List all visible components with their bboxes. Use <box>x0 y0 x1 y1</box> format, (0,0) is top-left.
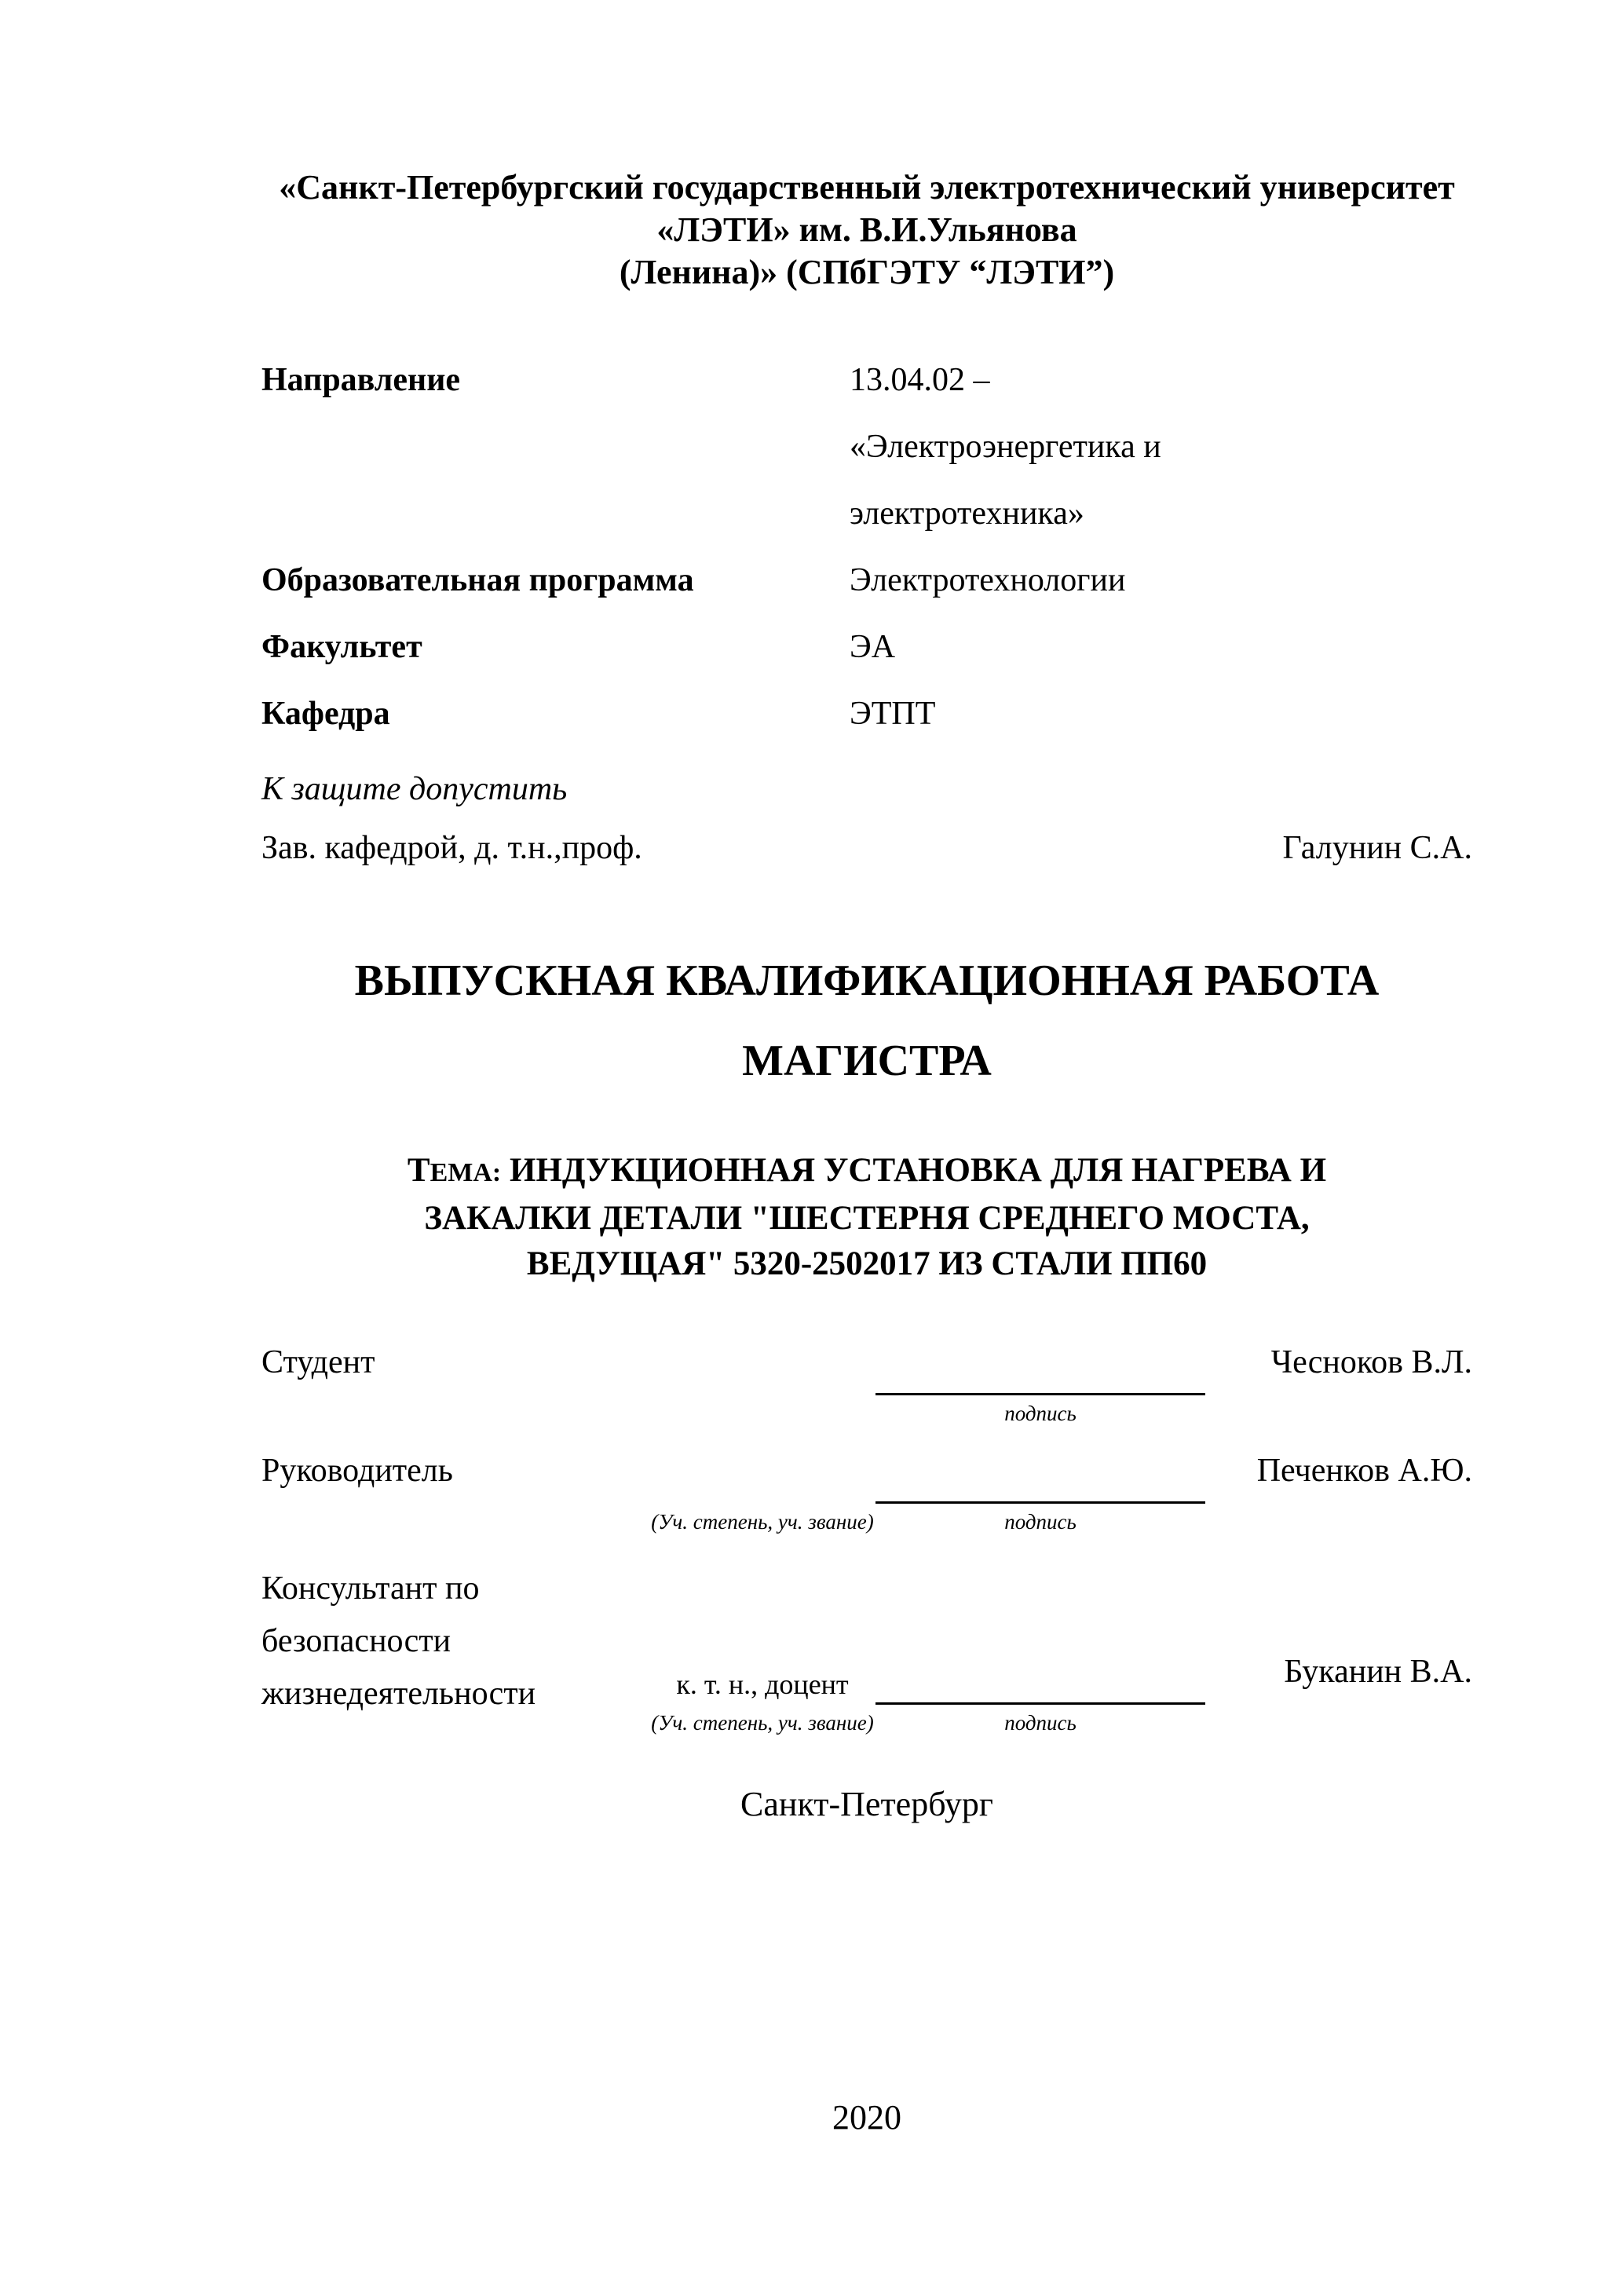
admission-approve-line: К защите допустить <box>261 771 568 807</box>
work-title <box>261 941 1472 1101</box>
consultant-degree-cell <box>649 1664 875 1736</box>
admission-head-row <box>261 819 1472 878</box>
field-department-value: ЭТПТ <box>850 696 936 732</box>
consultant-role-line1: Консультант по <box>261 1570 480 1607</box>
consultant-degree-caption: (Уч. степень, уч. звание) <box>651 1711 874 1735</box>
student-role-label: Студент <box>261 1344 375 1380</box>
student-signature-line <box>875 1393 1205 1395</box>
field-faculty <box>261 614 1472 681</box>
field-direction-value <box>850 347 1472 547</box>
university-name-line3: (Ленина)» (СПбГЭТУ “ЛЭТИ”) <box>619 253 1115 291</box>
footer-year: 2020 <box>832 2098 901 2137</box>
theme-line3: ВЕДУЩАЯ" 5320-2502017 ИЗ СТАЛИ ПП60 <box>526 1245 1208 1282</box>
consultant-role-line3: жизнедеятельности <box>261 1676 536 1712</box>
supervisor-signature-line <box>875 1501 1205 1504</box>
field-program <box>261 547 1472 614</box>
consultant-role-label <box>261 1563 649 1736</box>
consultant-degree-text: к. т. н., доцент <box>676 1669 849 1700</box>
supervisor-signature-caption: подпись <box>1004 1510 1077 1534</box>
theme-prefix-initial: Т <box>407 1152 430 1189</box>
field-direction-value-line2: «Электроэнергетика и <box>850 429 1161 465</box>
university-header <box>261 166 1472 294</box>
theme-line1-text: ИНДУКЦИОННАЯ УСТАНОВКА ДЛЯ НАГРЕВА И <box>510 1152 1327 1189</box>
supervisor-signature-cell <box>875 1501 1205 1535</box>
consultant-signature-line <box>875 1702 1205 1705</box>
signature-row-supervisor <box>261 1450 1472 1535</box>
theme-line1 <box>261 1148 1472 1196</box>
signatures-block <box>261 1342 1472 1736</box>
signature-row-consultant <box>261 1563 1472 1736</box>
consultant-name: Буканин В.А. <box>1284 1654 1472 1690</box>
signature-row-student <box>261 1342 1472 1427</box>
program-fields <box>261 347 1472 748</box>
theme-prefix-small: ЕМА: <box>430 1158 502 1187</box>
university-name-line1: «Санкт-Петербургский государственный электротехнический университет <box>279 168 1455 207</box>
consultant-signature-cell <box>875 1702 1205 1736</box>
supervisor-degree-cell <box>649 1504 875 1535</box>
field-program-label: Образовательная программа <box>261 562 694 598</box>
theme-line2: ЗАКАЛКИ ДЕТАЛИ "ШЕСТЕРНЯ СРЕДНЕГО МОСТА, <box>424 1200 1310 1237</box>
field-program-value: Электротехнологии <box>850 562 1126 598</box>
admission-head-title: Зав. кафедрой, д. т.н.,проф. <box>261 830 642 866</box>
field-department <box>261 681 1472 748</box>
field-direction-value-line3: электротехника» <box>850 495 1084 532</box>
student-signature-cell <box>875 1393 1205 1427</box>
footer-city: Санкт-Петербург <box>740 1785 993 1823</box>
field-department-label: Кафедра <box>261 696 390 732</box>
university-name-line2: «ЛЭТИ» им. В.И.Ульянова <box>656 210 1077 249</box>
work-title-line2: МАГИСТРА <box>742 1036 992 1085</box>
work-title-line1: ВЫПУСКНАЯ КВАЛИФИКАЦИОННАЯ РАБОТА <box>354 956 1380 1005</box>
field-faculty-value: ЭА <box>850 629 896 665</box>
student-signature-caption: подпись <box>1004 1402 1077 1425</box>
field-direction <box>261 347 1472 547</box>
supervisor-name: Печенков А.Ю. <box>1256 1453 1472 1489</box>
student-name: Чесноков В.Л. <box>1270 1344 1472 1380</box>
admission-block <box>261 760 1472 878</box>
field-faculty-label: Факультет <box>261 629 422 665</box>
theme-block <box>261 1148 1472 1287</box>
supervisor-degree-caption: (Уч. степень, уч. звание) <box>651 1510 874 1534</box>
field-direction-value-line1: 13.04.02 – <box>850 362 990 398</box>
admission-head-name: Галунин С.А. <box>1282 830 1472 866</box>
field-direction-label: Направление <box>261 362 461 398</box>
consultant-role-line2: безопасности <box>261 1623 451 1659</box>
consultant-signature-caption: подпись <box>1004 1711 1077 1735</box>
supervisor-role-label: Руководитель <box>261 1453 453 1489</box>
